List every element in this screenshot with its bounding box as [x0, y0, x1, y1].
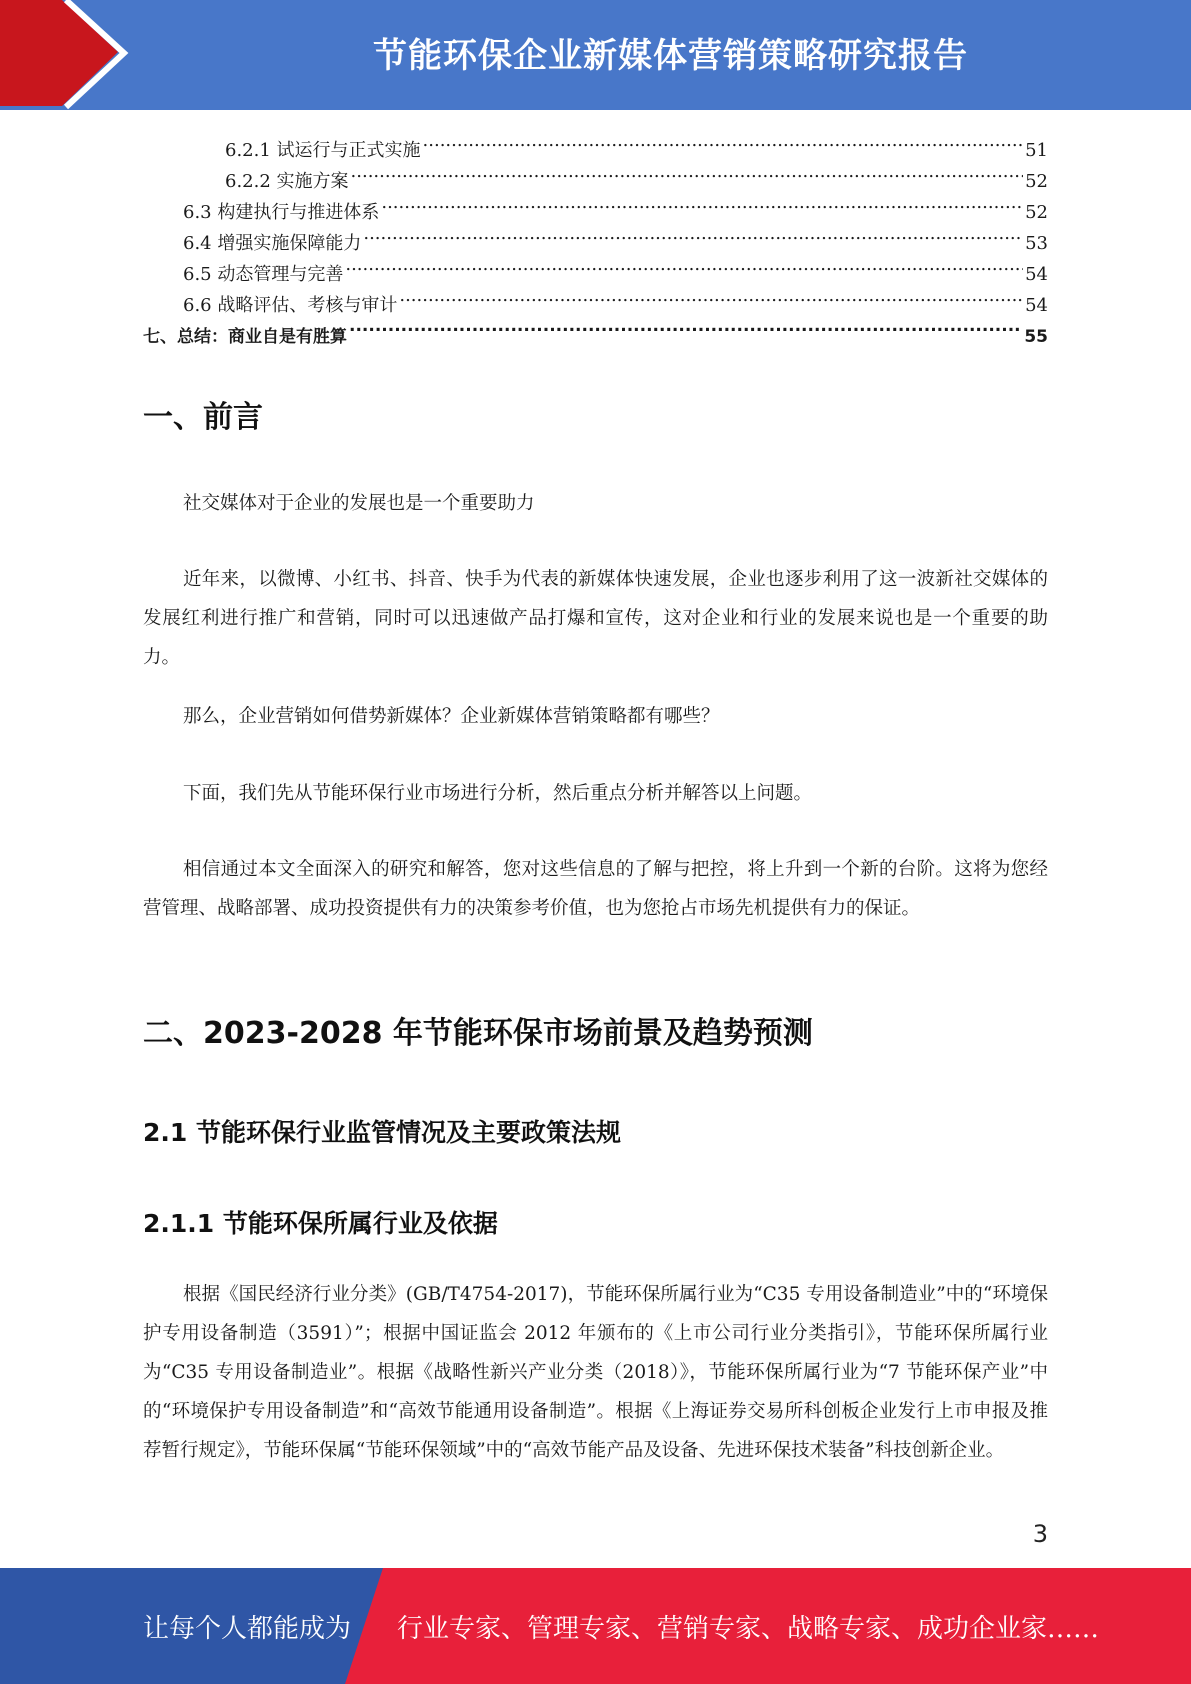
industry-basis-paragraph-wrap — [143, 1275, 1048, 1470]
toc-dot-leader — [351, 156, 1024, 187]
toc-entry-label: 6.4 增强实施保障能力 — [183, 233, 362, 254]
toc-entry-label: 6.2.2 实施方案 — [225, 171, 349, 192]
table-of-contents — [143, 125, 1048, 347]
section-heading: 二、2023-2028 年节能环保市场前景及趋势预测 — [143, 1016, 813, 1051]
preface-paragraph-5-wrap — [143, 850, 1048, 928]
preface-paragraph-3-wrap — [143, 697, 1048, 736]
footer-slogan-right: 行业专家、管理专家、营销专家、战略专家、成功企业家…… — [397, 1613, 1100, 1644]
section-market-forecast — [143, 1008, 1048, 1052]
footer-banner — [0, 1568, 1191, 1684]
subsection-heading: 2.1.1 节能环保所属行业及依据 — [143, 1209, 498, 1238]
preface-paragraph-4-wrap — [143, 774, 1048, 813]
toc-entry-page: 54 — [1025, 264, 1048, 285]
toc-entry-label: 七、总结：商业自是有胜算 — [143, 327, 347, 347]
toc-entry-label: 6.6 战略评估、考核与审计 — [183, 295, 398, 316]
header-banner — [0, 0, 1191, 110]
report-title: 节能环保企业新媒体营销策略研究报告 — [373, 36, 968, 76]
subsection-heading: 2.1 节能环保行业监管情况及主要政策法规 — [143, 1118, 621, 1147]
header-chevron-decoration — [0, 0, 160, 110]
toc-dot-leader — [399, 280, 1023, 311]
toc-dot-leader — [345, 249, 1023, 280]
page-number: 3 — [1032, 1520, 1048, 1548]
toc-entry-label: 6.3 构建执行与推进体系 — [183, 202, 380, 223]
toc-entry-page: 52 — [1025, 202, 1048, 223]
toc-dot-leader — [363, 218, 1023, 249]
preface-paragraph-1-wrap — [143, 484, 1048, 523]
paragraph: 下面，我们先从节能环保行业市场进行分析，然后重点分析并解答以上问题。 — [183, 783, 813, 804]
toc-dot-leader — [381, 187, 1023, 218]
subsection-industry-basis — [143, 1204, 1048, 1240]
paragraph: 根据《国民经济行业分类》(GB/T4754-2017)，节能环保所属行业为“C35 专用设备制造业”中的“环境保护专用设备制造（3591）”；根据中国证监会 2012 年颁布的《上市公司行业分类指引》，节能环保所属行业为“C35 专用设备制造业”。根据《战略性新兴产业分类（2018）》，节能环保所属行业为“7 节能环保产业”中的“环境保护专用设备制造”和“高效节能通用设备制造”。根据《上海证券交易所科创板企业发行上市申报及推荐暂行规定》，节能环保属“节能环保领域”中的“高效节能产品及设备、先进环保技术装备”科技创新企业。 — [143, 1284, 1048, 1461]
section-heading: 一、前言 — [143, 400, 263, 435]
toc-entry[interactable] — [143, 125, 1048, 161]
paragraph: 那么，企业营销如何借势新媒体？企业新媒体营销策略都有哪些？ — [183, 706, 720, 727]
toc-dot-leader — [349, 311, 1022, 342]
toc-entry-label: 6.5 动态管理与完善 — [183, 264, 344, 285]
toc-entry-page: 54 — [1025, 295, 1048, 316]
toc-entry-page: 52 — [1025, 171, 1048, 192]
section-preface — [143, 392, 1048, 436]
preface-paragraph-2-wrap — [143, 560, 1048, 677]
toc-entry-label: 6.2.1 试运行与正式实施 — [225, 140, 421, 161]
paragraph: 相信通过本文全面深入的研究和解答，您对这些信息的了解与把控，将上升到一个新的台阶。这将为您经营管理、战略部署、成功投资提供有力的决策参考价值，也为您抢占市场先机提供有力的保证。 — [143, 859, 1048, 919]
paragraph: 近年来，以微博、小红书、抖音、快手为代表的新媒体快速发展，企业也逐步利用了这一波新社交媒体的发展红利进行推广和营销，同时可以迅速做产品打爆和宣传，这对企业和行业的发展来说也是一个重要的助力。 — [143, 569, 1048, 668]
toc-entry-page: 53 — [1025, 233, 1048, 254]
subsection-regulation — [143, 1113, 1048, 1149]
toc-dot-leader — [423, 125, 1024, 156]
page-content — [143, 125, 1048, 347]
toc-entry-page: 51 — [1025, 140, 1048, 161]
toc-entry-page: 55 — [1024, 327, 1048, 347]
footer-slogan-left: 让每个人都能成为 — [143, 1613, 352, 1644]
paragraph: 社交媒体对于企业的发展也是一个重要助力 — [183, 493, 535, 514]
